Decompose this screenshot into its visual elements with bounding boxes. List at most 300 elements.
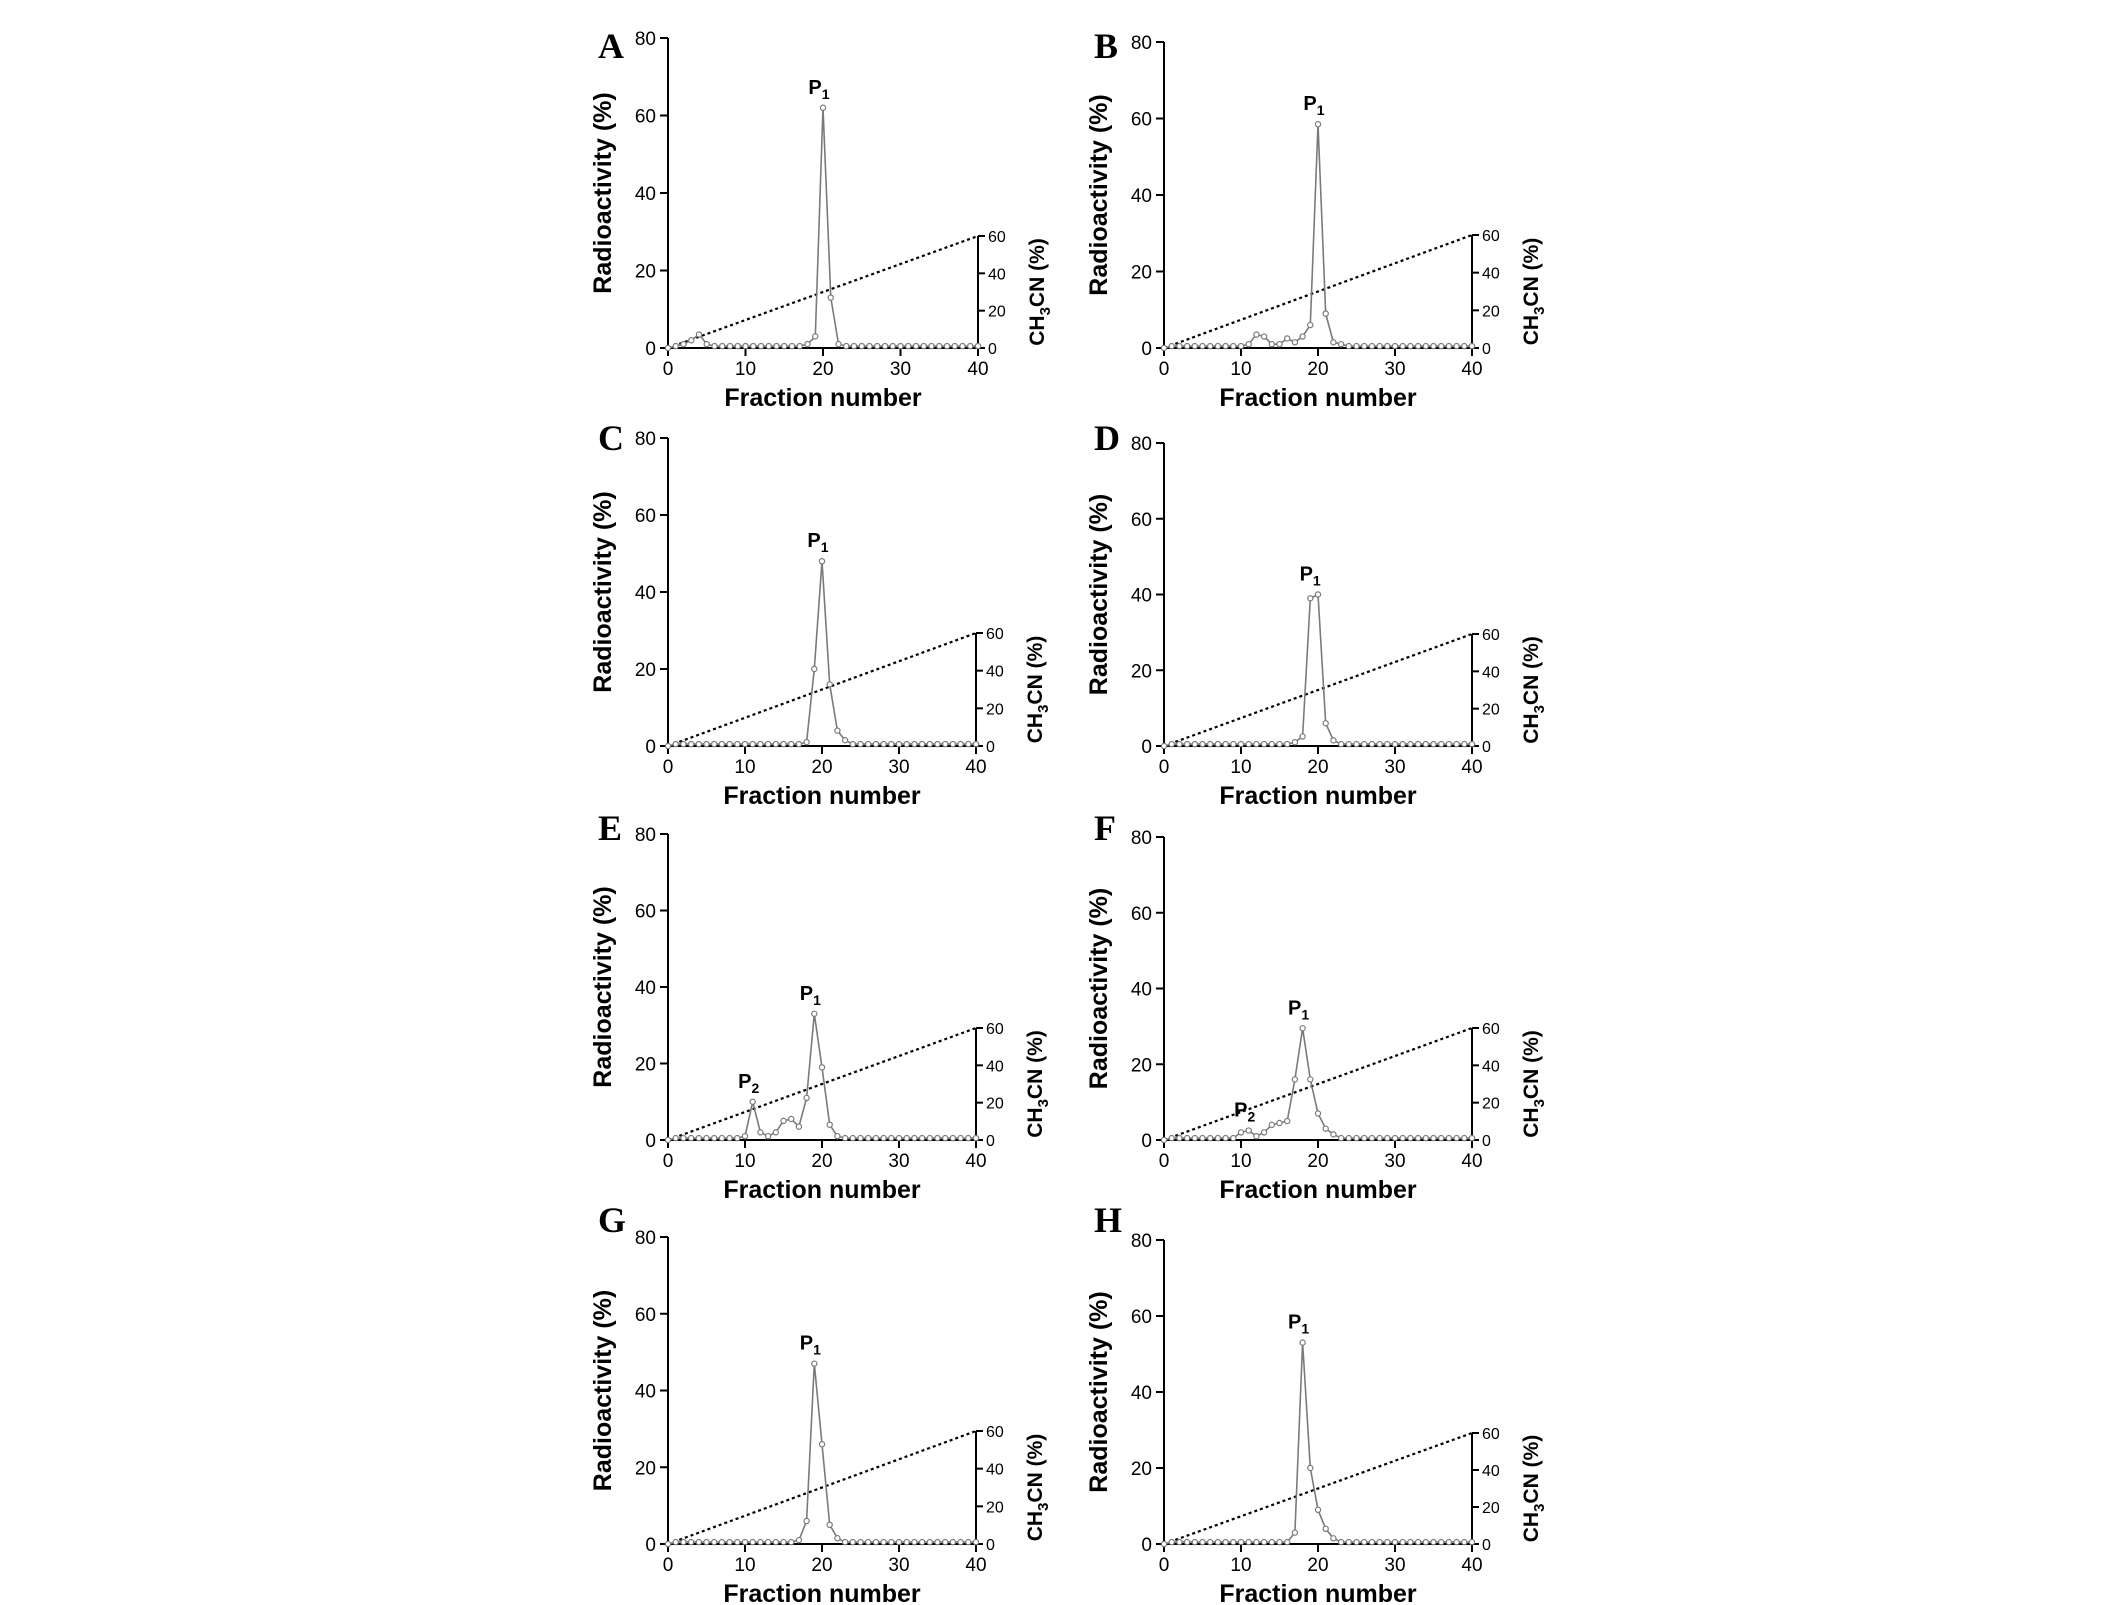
data-point	[966, 1539, 971, 1544]
data-point	[1423, 1540, 1428, 1545]
y-axis-title: Radioactivity (%)	[1085, 887, 1113, 1090]
y2-axis-title	[1520, 238, 1548, 346]
data-point	[782, 343, 787, 348]
data-point	[1354, 343, 1359, 348]
data-point	[927, 1539, 932, 1544]
data-point	[1439, 1540, 1444, 1545]
data-point	[935, 1539, 940, 1544]
data-point	[835, 1536, 840, 1541]
data-point	[858, 1539, 863, 1544]
y2-tick-label: 20	[986, 1095, 1004, 1113]
gradient-line	[1164, 1433, 1472, 1544]
data-point	[937, 343, 942, 348]
data-point	[804, 740, 809, 745]
data-point	[935, 1135, 940, 1140]
y2-tick-label: 40	[1482, 664, 1500, 682]
data-point	[1200, 343, 1205, 348]
data-point	[1285, 336, 1290, 341]
data-point	[819, 1065, 824, 1070]
x-tick-label: 20	[1307, 757, 1329, 778]
data-point	[758, 1539, 763, 1544]
data-point	[742, 1134, 747, 1139]
peak-label	[800, 983, 821, 1008]
data-point	[1346, 343, 1351, 348]
data-point	[1208, 742, 1213, 747]
data-point	[1331, 340, 1336, 345]
data-point	[696, 741, 701, 746]
data-point	[1462, 343, 1467, 348]
x-tick-label: 10	[1230, 359, 1252, 380]
data-point	[889, 741, 894, 746]
data-point	[1177, 1136, 1182, 1141]
peak-label-main: P	[799, 1332, 814, 1355]
data-point	[1392, 1540, 1397, 1545]
data-point	[735, 741, 740, 746]
data-point	[819, 1442, 824, 1447]
x-tick-label: 30	[888, 757, 910, 778]
data-point	[1238, 1130, 1243, 1135]
data-point	[898, 343, 903, 348]
y-tick-label: 0	[645, 1535, 656, 1556]
x-axis-title: Fraction number	[1219, 384, 1417, 412]
data-point	[873, 1539, 878, 1544]
data-point	[681, 741, 686, 746]
peak-label	[1303, 93, 1324, 118]
data-point	[689, 1135, 694, 1140]
peak-label-main: P	[1288, 997, 1302, 1020]
data-point	[1161, 345, 1166, 350]
y-tick-label: 40	[1130, 979, 1152, 1001]
panel-b	[1085, 26, 1548, 412]
x-tick-label: 0	[1158, 359, 1170, 380]
data-point	[1339, 1136, 1344, 1141]
panel-e	[589, 808, 1052, 1204]
y2-title-part: CN (%)	[1520, 1030, 1543, 1100]
data-point	[904, 1539, 909, 1544]
y2-tick-label: 60	[1482, 1426, 1500, 1443]
peak-label	[1288, 1312, 1309, 1337]
radioactivity-trace	[668, 108, 978, 348]
data-point	[796, 741, 801, 746]
data-point	[1177, 1540, 1182, 1545]
data-point	[673, 741, 678, 746]
data-point	[904, 741, 909, 746]
data-point	[1392, 1136, 1397, 1141]
y2-tick-label: 0	[986, 1133, 995, 1150]
data-point	[750, 1099, 755, 1104]
data-point	[1246, 1128, 1251, 1133]
x-tick-label: 30	[1384, 359, 1406, 380]
data-point	[943, 741, 948, 746]
data-point	[1269, 1122, 1274, 1127]
data-point	[836, 342, 841, 347]
data-point	[1238, 343, 1243, 348]
data-point	[1400, 1136, 1405, 1141]
data-point	[944, 343, 949, 348]
data-point	[896, 1135, 901, 1140]
data-point	[1323, 1126, 1328, 1131]
data-point	[750, 1539, 755, 1544]
y-tick-label: 80	[634, 29, 656, 50]
radioactivity-trace	[668, 1364, 976, 1544]
peak-label	[1234, 1100, 1255, 1125]
data-point	[850, 1135, 855, 1140]
data-point	[1431, 1136, 1436, 1141]
data-point	[1323, 721, 1328, 726]
y2-title-part: CN (%)	[1520, 1434, 1543, 1504]
x-tick-label: 20	[811, 757, 833, 778]
y2-title-part: CH	[1024, 1107, 1047, 1138]
data-point	[881, 741, 886, 746]
panel-d	[1085, 418, 1548, 810]
data-point	[1416, 742, 1421, 747]
data-point	[819, 559, 824, 564]
data-point	[704, 342, 709, 347]
data-point	[1208, 343, 1213, 348]
data-point	[881, 1539, 886, 1544]
y2-tick-label: 40	[986, 1461, 1004, 1479]
data-point	[1423, 343, 1428, 348]
data-point	[1331, 1132, 1336, 1137]
y-axis-title: Radioactivity (%)	[1085, 493, 1113, 696]
data-point	[1331, 738, 1336, 743]
data-point	[681, 342, 686, 347]
data-point	[789, 1116, 794, 1121]
data-point	[689, 741, 694, 746]
y2-title-part: CH	[1520, 1107, 1543, 1138]
peak-label-main: P	[1299, 563, 1313, 586]
data-point	[1300, 734, 1305, 739]
peak-label	[1300, 564, 1321, 589]
data-point	[1354, 1540, 1359, 1545]
radioactivity-trace	[1164, 124, 1472, 348]
data-point	[881, 1135, 886, 1140]
data-point	[727, 343, 732, 348]
x-tick-label: 30	[888, 1555, 910, 1576]
peak-label-subscript: 1	[813, 991, 821, 1008]
panel-letter: D	[1094, 418, 1120, 458]
x-axis-title: Fraction number	[723, 1580, 921, 1605]
peak-label	[807, 530, 828, 555]
x-tick-label: 40	[1461, 1151, 1483, 1172]
data-point	[735, 1539, 740, 1544]
data-point	[804, 1518, 809, 1523]
data-point	[812, 1011, 817, 1016]
radioactivity-trace	[668, 561, 976, 746]
data-point	[835, 1134, 840, 1139]
y-tick-label: 60	[1130, 109, 1152, 131]
y2-title-subscript: 3	[1035, 1502, 1052, 1511]
x-tick-label: 0	[662, 757, 674, 778]
gradient-line	[1164, 1028, 1472, 1140]
y-axis-title: Radioactivity (%)	[589, 92, 617, 294]
peak-label	[808, 77, 829, 102]
y2-title-part: CN (%)	[1024, 635, 1047, 705]
data-point	[1292, 1530, 1297, 1535]
panel-g	[589, 1200, 1052, 1605]
data-point	[781, 1118, 786, 1123]
data-point	[796, 1124, 801, 1129]
y-tick-label: 80	[634, 1228, 656, 1249]
y2-tick-label: 20	[1482, 1095, 1500, 1113]
y-axis-title: Radioactivity (%)	[589, 491, 617, 693]
data-point	[812, 1361, 817, 1366]
y2-title-subscript: 3	[1531, 705, 1548, 714]
data-point	[1408, 343, 1413, 348]
x-tick-label: 0	[1158, 1151, 1170, 1172]
x-tick-label: 20	[812, 359, 834, 380]
x-tick-label: 30	[889, 359, 912, 380]
x-tick-label: 10	[1230, 1555, 1252, 1576]
x-tick-label: 40	[965, 757, 987, 778]
peak-label-main: P	[807, 530, 821, 553]
data-point	[1354, 1136, 1359, 1141]
y-tick-label: 40	[1130, 186, 1152, 207]
y2-title-part: CH	[1520, 713, 1543, 744]
data-point	[1323, 311, 1328, 316]
data-point	[1377, 742, 1382, 747]
y2-axis-title	[1520, 1030, 1548, 1138]
y-tick-label: 40	[634, 184, 656, 205]
x-tick-label: 40	[967, 359, 989, 380]
data-point	[1315, 1111, 1320, 1116]
data-point	[1185, 1136, 1190, 1141]
y-axis-title: Radioactivity (%)	[1085, 1291, 1113, 1493]
data-point	[742, 1539, 747, 1544]
y-tick-label: 20	[634, 660, 656, 681]
data-point	[1200, 1540, 1205, 1545]
x-tick-label: 40	[1461, 359, 1483, 380]
data-point	[827, 1122, 832, 1127]
data-point	[1269, 742, 1274, 747]
y2-tick-label: 60	[1482, 228, 1500, 245]
y-axis-title: Radioactivity (%)	[589, 886, 617, 1088]
data-point	[1215, 742, 1220, 747]
data-point	[1269, 342, 1274, 347]
y2-title-part: CN (%)	[1026, 238, 1049, 308]
peak-label-subscript: 1	[821, 85, 830, 102]
data-point	[927, 741, 932, 746]
data-point	[1231, 343, 1236, 348]
data-point	[735, 343, 740, 348]
data-point	[1300, 334, 1305, 339]
x-tick-label: 20	[1307, 359, 1329, 380]
y2-title-subscript: 3	[1531, 1503, 1548, 1512]
x-tick-label: 40	[1461, 757, 1483, 778]
data-point	[1277, 342, 1282, 347]
data-point	[1300, 1340, 1305, 1345]
data-point	[796, 1538, 801, 1543]
data-point	[1285, 1540, 1290, 1545]
data-point	[889, 1539, 894, 1544]
data-point	[1292, 340, 1297, 345]
data-point	[735, 1135, 740, 1140]
data-point	[689, 338, 694, 343]
data-point	[1292, 740, 1297, 745]
data-point	[943, 1135, 948, 1140]
data-point	[773, 741, 778, 746]
data-point	[867, 343, 872, 348]
gradient-line	[1164, 235, 1472, 348]
data-point	[1469, 343, 1474, 348]
y2-tick-label: 0	[1482, 1133, 1491, 1150]
data-point	[958, 1135, 963, 1140]
y-tick-label: 60	[1130, 1307, 1152, 1328]
y2-axis-title	[1024, 636, 1052, 744]
data-point	[1169, 343, 1174, 348]
data-point	[1215, 1540, 1220, 1545]
y-tick-label: 60	[634, 901, 656, 923]
peak-label-main: P	[799, 982, 814, 1005]
y2-title-part: CH	[1026, 315, 1049, 346]
data-point	[1400, 343, 1405, 348]
data-point	[943, 1539, 948, 1544]
x-tick-label: 10	[734, 359, 757, 380]
peak-label-subscript: 1	[1301, 1320, 1310, 1337]
data-point	[1439, 343, 1444, 348]
x-tick-label: 40	[965, 1151, 987, 1172]
data-point	[973, 1539, 978, 1544]
y2-axis-title	[1024, 1434, 1052, 1542]
data-point	[960, 343, 965, 348]
data-point	[906, 343, 911, 348]
y2-title-subscript: 3	[1037, 307, 1054, 316]
x-tick-label: 10	[1230, 757, 1252, 778]
data-point	[719, 741, 724, 746]
x-axis-title: Fraction number	[1219, 1176, 1417, 1204]
y2-title-part: CN (%)	[1024, 1030, 1047, 1100]
data-point	[844, 343, 849, 348]
peak-label-main: P	[1288, 1311, 1302, 1334]
peak-label-subscript: 1	[1301, 1006, 1310, 1023]
data-point	[850, 1539, 855, 1544]
peak-label-main: P	[808, 76, 822, 99]
x-tick-label: 40	[1461, 1555, 1483, 1576]
data-point	[704, 1135, 709, 1140]
data-point	[696, 1135, 701, 1140]
y-tick-label: 40	[634, 583, 656, 604]
data-point	[1215, 343, 1220, 348]
data-point	[750, 741, 755, 746]
data-point	[1369, 1136, 1374, 1141]
y-tick-label: 80	[1130, 828, 1152, 849]
data-point	[689, 1539, 694, 1544]
peak-label	[1288, 997, 1309, 1022]
data-point	[843, 1135, 848, 1140]
radioactivity-trace	[1164, 595, 1472, 747]
data-point	[1362, 343, 1367, 348]
data-point	[859, 343, 864, 348]
data-point	[1254, 742, 1259, 747]
x-tick-label: 30	[1384, 1555, 1406, 1576]
data-point	[1308, 1077, 1313, 1082]
y-tick-label: 0	[1141, 1131, 1152, 1152]
y2-title-subscript: 3	[1531, 1099, 1548, 1108]
y-tick-label: 20	[634, 1054, 656, 1076]
data-point	[1231, 1540, 1236, 1545]
x-tick-label: 0	[1158, 757, 1170, 778]
y2-tick-label: 60	[988, 229, 1006, 246]
data-point	[797, 343, 802, 348]
data-point	[812, 666, 817, 671]
y-tick-label: 40	[1130, 585, 1152, 607]
y2-tick-label: 40	[986, 1058, 1004, 1076]
y2-title-part: CH	[1024, 1510, 1047, 1542]
data-point	[766, 1539, 771, 1544]
data-point	[1439, 1136, 1444, 1141]
data-point	[673, 343, 678, 348]
x-axis-title: Fraction number	[723, 1176, 921, 1204]
x-axis-title: Fraction number	[1219, 1580, 1417, 1605]
y2-title-part: CH	[1520, 314, 1543, 346]
x-axis-title: Fraction number	[724, 384, 922, 412]
y2-axis-title	[1520, 1435, 1548, 1543]
data-point	[781, 1539, 786, 1544]
data-point	[866, 741, 871, 746]
data-point	[1200, 1136, 1205, 1141]
data-point	[1446, 742, 1451, 747]
y-tick-label: 20	[634, 261, 656, 283]
x-tick-label: 0	[662, 1151, 674, 1172]
data-point	[781, 741, 786, 746]
data-point	[1454, 343, 1459, 348]
y2-title-part: CN (%)	[1520, 636, 1543, 706]
data-point	[1454, 1540, 1459, 1545]
data-point	[696, 332, 701, 337]
x-tick-label: 30	[1384, 757, 1406, 778]
panel-letter: G	[598, 1200, 627, 1240]
data-point	[1439, 742, 1444, 747]
peak-label-subscript: 1	[813, 1341, 821, 1358]
data-point	[896, 741, 901, 746]
data-point	[1308, 322, 1313, 327]
x-tick-label: 10	[734, 1151, 756, 1172]
data-point	[712, 1539, 717, 1544]
data-point	[665, 345, 670, 350]
data-point	[720, 343, 725, 348]
data-point	[1238, 1540, 1243, 1545]
y2-title-part: CN (%)	[1520, 237, 1543, 307]
y-tick-label: 20	[1130, 661, 1152, 683]
data-point	[696, 1539, 701, 1544]
data-point	[742, 741, 747, 746]
data-point	[773, 1130, 778, 1135]
y2-tick-label: 20	[988, 303, 1006, 321]
data-point	[1215, 1136, 1220, 1141]
y2-title-subscript: 3	[1035, 1099, 1052, 1108]
x-tick-label: 20	[811, 1151, 833, 1172]
y-tick-label: 80	[1130, 434, 1152, 455]
peak-label-subscript: 2	[751, 1079, 760, 1096]
data-point	[1377, 1136, 1382, 1141]
data-point	[1300, 1026, 1305, 1031]
panel-h	[1085, 1200, 1548, 1605]
data-point	[1223, 742, 1228, 747]
y2-tick-label: 60	[986, 1424, 1004, 1441]
panel-letter: A	[598, 26, 624, 66]
y2-title-part: CN (%)	[1024, 1433, 1047, 1503]
data-point	[1277, 1540, 1282, 1545]
gradient-line	[668, 633, 976, 746]
data-point	[1192, 742, 1197, 747]
y2-tick-label: 40	[1482, 1463, 1500, 1480]
data-point	[875, 343, 880, 348]
data-point	[975, 343, 980, 348]
peak-label-main: P	[1303, 93, 1317, 116]
y2-tick-label: 0	[1482, 1537, 1491, 1554]
x-tick-label: 0	[662, 359, 674, 380]
data-point	[1169, 1136, 1174, 1141]
